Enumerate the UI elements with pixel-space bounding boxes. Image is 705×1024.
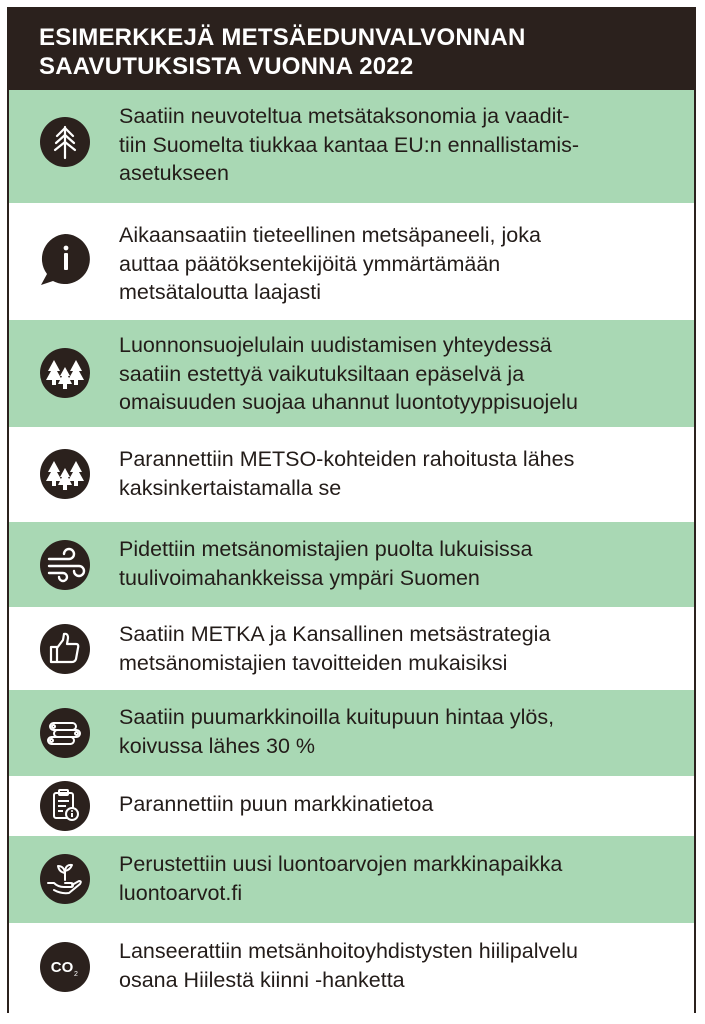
header-bar bbox=[9, 9, 694, 90]
thumbs-up-icon bbox=[39, 623, 91, 675]
hand-sprout-icon bbox=[39, 853, 91, 905]
item-text: Lanseerattiin metsänhoitoyhdistysten hiilipalvelu osana Hiilestä kiinni -hanketta bbox=[119, 939, 578, 992]
list-item bbox=[9, 836, 694, 923]
co2-subscript: 2 bbox=[74, 971, 78, 978]
header-title-line-1: ESIMERKKEJÄ METSÄEDUNVALVONNAN bbox=[39, 24, 526, 51]
list-item bbox=[9, 203, 694, 320]
list-item bbox=[9, 776, 694, 836]
forest-trees-icon bbox=[39, 448, 91, 500]
forest-trees-icon bbox=[39, 347, 91, 399]
co2-label: CO bbox=[50, 959, 74, 976]
item-text: Perustettiin uusi luontoarvojen markkinapaikka luontoarvot.fi bbox=[119, 852, 563, 905]
item-text: Saatiin METKA ja Kansallinen metsästrategia metsänomistajien tavoitteiden mukaisiksi bbox=[119, 622, 551, 675]
list-item bbox=[9, 607, 694, 690]
item-text: Saatiin puumarkkinoilla kuitupuun hintaa ylös, koivussa lähes 30 % bbox=[119, 705, 555, 758]
item-text: Aikaansaatiin tieteellinen metsäpaneeli, joka auttaa päätöksentekijöitä ymmärtämään metsätaloutta laajasti bbox=[119, 223, 541, 304]
list-item bbox=[9, 690, 694, 776]
item-text: Luonnonsuojelulain uudistamisen yhteydessä saatiin estettyä vaikutuksiltaan epäselvä ja omaisuuden suojaa uhannut luontotyyppisuojelu bbox=[119, 333, 579, 414]
pine-tree-icon bbox=[39, 116, 91, 168]
list-item bbox=[9, 90, 694, 203]
clipboard-info-icon bbox=[39, 780, 91, 832]
achievements-card bbox=[7, 7, 696, 1013]
list-item bbox=[9, 923, 694, 1013]
item-text: Parannettiin puun markkinatietoa bbox=[119, 792, 434, 816]
co2-icon bbox=[39, 941, 91, 993]
item-text: Parannettiin METSO-kohteiden rahoitusta lähes kaksinkertaistamalla se bbox=[119, 447, 575, 500]
list-item bbox=[9, 522, 694, 607]
item-text: Pidettiin metsänomistajien puolta lukuisissa tuulivoimahankkeissa ympäri Suomen bbox=[119, 537, 533, 590]
logs-icon bbox=[39, 707, 91, 759]
list-item bbox=[9, 320, 694, 427]
list-item bbox=[9, 427, 694, 522]
wind-icon bbox=[39, 539, 91, 591]
info-speech-bubble-icon bbox=[39, 233, 91, 285]
header-title-line-2: SAAVUTUKSISTA VUONNA 2022 bbox=[39, 53, 414, 80]
item-text: Saatiin neuvoteltua metsätaksonomia ja vaadit- tiin Suomelta tiukkaa kantaa EU:n ennallistamis- asetukseen bbox=[119, 104, 580, 185]
